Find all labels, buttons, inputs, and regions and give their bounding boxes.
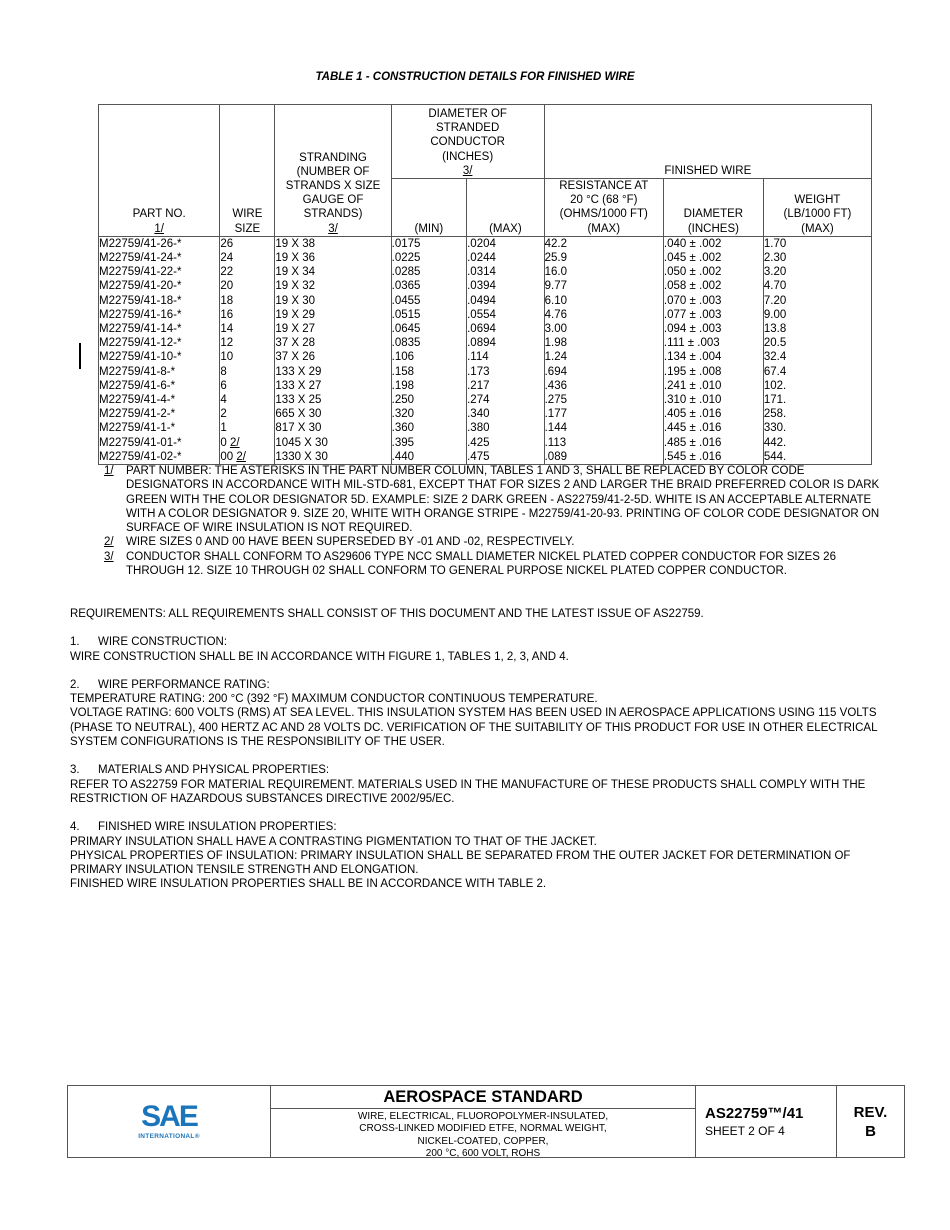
part-number-cell: M22759/41-22-*	[99, 265, 220, 279]
finished-diameter-cell: .045 ± .002	[663, 251, 763, 265]
part-number-cell: M22759/41-8-*	[99, 365, 220, 379]
resistance-cell: .177	[544, 407, 663, 421]
wire-size-cell: 0 2/	[220, 436, 275, 450]
finished-diameter-cell: .405 ± .016	[663, 407, 763, 421]
conductor-max-cell: .380	[467, 421, 545, 435]
conductor-max-cell: .0494	[467, 294, 545, 308]
part-number-cell: M22759/41-01-*	[99, 436, 220, 450]
conductor-min-cell: .0645	[391, 322, 466, 336]
conductor-max-cell: .173	[467, 365, 545, 379]
note-3: 3/ CONDUCTOR SHALL CONFORM TO AS29606 TYPE NCC SMALL DIAMETER NICKEL PLATED COPPER CONDUCTOR FOR SIZES 26 THROUGH 12. SIZE 10 THROUGH 02 SHALL CONFORM TO GENERAL PURPOSE NICKEL PLATED COPPER CONDUCTOR.	[104, 550, 836, 578]
weight-cell: 4.70	[763, 279, 871, 293]
stranding-cell: 665 X 30	[275, 407, 391, 421]
document-description: WIRE, ELECTRICAL, FLUOROPOLYMER-INSULATED, CROSS-LINKED MODIFIED ETFE, NORMAL WEIGHT, NICKEL-COATED, COPPER, 200 °C, 600 VOLT, ROHS	[357, 1111, 609, 1159]
section-3-heading: 3. MATERIALS AND PHYSICAL PROPERTIES:	[70, 764, 330, 777]
stranding-cell: 133 X 29	[275, 365, 391, 379]
wire-size-cell: 6	[220, 379, 275, 393]
header-wire-size: WIRE SIZE	[220, 105, 275, 237]
table-row	[99, 279, 872, 293]
stranding-cell: 19 X 27	[275, 322, 391, 336]
table-row	[99, 421, 872, 435]
note-1: 1/ PART NUMBER: THE ASTERISKS IN THE PART NUMBER COLUMN, TABLES 1 AND 3, SHALL BE REPLACED BY COLOR CODE DESIGNATORS IN ACCORDANCE WITH MIL-STD-681, EXCEPT THAT FOR SIZES 2 AND LARGER THE BRAID PREFERRED COLOR IS DARK GREEN WITH THE COLOR DESIGNATOR 5D. EXAMPLE: SIZE 2 DARK GREEN - AS22759/41-2-5D. WHITE IS AN ACCEPTABLE ALTERNATE WITH A COLOR DESIGNATOR 9. SIZE 20, WHITE WITH ORANGE STRIPE - M22759/41-20-93. PRINTING OF COLOR CODE DESIGNATOR ON SURFACE OF WIRE INSULATION IS NOT REQUIRED.	[104, 465, 880, 535]
conductor-max-cell: .475	[467, 450, 545, 465]
header-conductor-diameter: DIAMETER OF STRANDED CONDUCTOR (INCHES) 3/	[391, 105, 544, 179]
conductor-min-cell: .198	[391, 379, 466, 393]
weight-cell: 1.70	[763, 236, 871, 251]
conductor-min-cell: .0515	[391, 308, 466, 322]
stranding-cell: 19 X 30	[275, 294, 391, 308]
conductor-min-cell: .158	[391, 365, 466, 379]
conductor-max-cell: .0244	[467, 251, 545, 265]
footnote-ref: 2/	[229, 436, 240, 449]
stranding-cell: 1330 X 30	[275, 450, 391, 465]
part-number-cell: M22759/41-12-*	[99, 336, 220, 350]
table-row	[99, 322, 872, 336]
part-number-cell: M22759/41-4-*	[99, 393, 220, 407]
weight-cell: 544.	[763, 450, 871, 465]
table-row	[99, 294, 872, 308]
wire-size-cell: 4	[220, 393, 275, 407]
part-number-cell: M22759/41-24-*	[99, 251, 220, 265]
conductor-min-cell: .320	[391, 407, 466, 421]
conductor-max-cell: .340	[467, 407, 545, 421]
table-row	[99, 251, 872, 265]
stranding-cell: 133 X 27	[275, 379, 391, 393]
note-2: 2/ WIRE SIZES 0 AND 00 HAVE BEEN SUPERSEDED BY -01 AND -02, RESPECTIVELY.	[104, 536, 575, 549]
header-finished-wire: FINISHED WIRE	[544, 105, 871, 179]
table-row	[99, 436, 872, 450]
table-notes	[104, 464, 884, 578]
conductor-min-cell: .0285	[391, 265, 466, 279]
stranding-cell: 1045 X 30	[275, 436, 391, 450]
sae-logo: SAE INTERNATIONAL®	[68, 1086, 271, 1157]
table-row	[99, 350, 872, 364]
header-finished-diameter: DIAMETER (INCHES)	[663, 179, 763, 237]
weight-cell: 2.30	[763, 251, 871, 265]
wire-size-cell: 16	[220, 308, 275, 322]
weight-cell: 442.	[763, 436, 871, 450]
resistance-cell: 25.9	[544, 251, 663, 265]
weight-cell: 67.4	[763, 365, 871, 379]
conductor-max-cell: .425	[467, 436, 545, 450]
part-number-cell: M22759/41-1-*	[99, 421, 220, 435]
standard-type: AEROSPACE STANDARD	[271, 1086, 695, 1109]
section-2-temperature: TEMPERATURE RATING: 200 °C (392 °F) MAXIMUM CONDUCTOR CONTINUOUS TEMPERATURE.	[70, 693, 598, 706]
resistance-cell: 3.00	[544, 322, 663, 336]
conductor-min-cell: .360	[391, 421, 466, 435]
wire-size-cell: 12	[220, 336, 275, 350]
table-row	[99, 365, 872, 379]
revision-block: REV. B	[853, 1103, 888, 1140]
finished-diameter-cell: .058 ± .002	[663, 279, 763, 293]
conductor-max-cell: .217	[467, 379, 545, 393]
sheet-number: SHEET 2 OF 4	[705, 1124, 785, 1138]
resistance-cell: .089	[544, 450, 663, 465]
construction-table	[98, 104, 872, 465]
weight-cell: 13.8	[763, 322, 871, 336]
stranding-cell: 19 X 32	[275, 279, 391, 293]
finished-diameter-cell: .040 ± .002	[663, 236, 763, 251]
finished-diameter-cell: .111 ± .003	[663, 336, 763, 350]
resistance-cell: .113	[544, 436, 663, 450]
conductor-min-cell: .0835	[391, 336, 466, 350]
finished-diameter-cell: .241 ± .010	[663, 379, 763, 393]
wire-size-cell: 24	[220, 251, 275, 265]
wire-size-cell: 14	[220, 322, 275, 336]
stranding-cell: 37 X 26	[275, 350, 391, 364]
resistance-cell: .436	[544, 379, 663, 393]
wire-size-cell: 2	[220, 407, 275, 421]
finished-diameter-cell: .094 ± .003	[663, 322, 763, 336]
conductor-max-cell: .0894	[467, 336, 545, 350]
resistance-cell: 9.77	[544, 279, 663, 293]
header-stranding: STRANDING (NUMBER OF STRANDS X SIZE GAUGE OF STRANDS) 3/	[275, 105, 391, 237]
section-3-paragraph: REFER TO AS22759 FOR MATERIAL REQUIREMENT. MATERIALS USED IN THE MANUFACTURE OF THESE PRODUCTS SHALL COMPLY WITH THE RESTRICTION OF HAZARDOUS SUBSTANCES DIRECTIVE 2002/95/EC.	[70, 778, 866, 805]
title-block-description	[271, 1086, 696, 1157]
title-block	[67, 1085, 905, 1158]
conductor-min-cell: .250	[391, 393, 466, 407]
part-number-cell: M22759/41-18-*	[99, 294, 220, 308]
table-row	[99, 450, 872, 465]
stranding-cell: 817 X 30	[275, 421, 391, 435]
weight-cell: 3.20	[763, 265, 871, 279]
stranding-cell: 19 X 29	[275, 308, 391, 322]
conductor-max-cell: .0314	[467, 265, 545, 279]
resistance-cell: 1.98	[544, 336, 663, 350]
section-2-voltage: VOLTAGE RATING: 600 VOLTS (RMS) AT SEA LEVEL. THIS INSULATION SYSTEM HAS BEEN USED IN AEROSPACE APPLICATIONS USING 115 VOLTS (PHASE TO NEUTRAL), 400 HERTZ AC AND 28 VOLTS DC. VERIFICATION OF THE SUITABILITY OF THIS PRODUCT FOR USE IN OTHER ELECTRICAL SYSTEM CONFIGURATIONS IS THE RESPONSIBILITY OF THE USER.	[70, 707, 878, 749]
weight-cell: 7.20	[763, 294, 871, 308]
finished-diameter-cell: .070 ± .003	[663, 294, 763, 308]
wire-size-cell: 1	[220, 421, 275, 435]
section-2-heading: 2. WIRE PERFORMANCE RATING:	[70, 678, 270, 691]
weight-cell: 330.	[763, 421, 871, 435]
part-number-cell: M22759/41-02-*	[99, 450, 220, 465]
requirements-statement: REQUIREMENTS: ALL REQUIREMENTS SHALL CONSIST OF THIS DOCUMENT AND THE LATEST ISSUE OF AS22759.	[70, 608, 704, 620]
stranding-cell: 37 X 28	[275, 336, 391, 350]
conductor-max-cell: .0204	[467, 236, 545, 251]
header-resistance: RESISTANCE AT 20 °C (68 °F) (OHMS/1000 FT) (MAX)	[544, 179, 663, 237]
wire-size-cell: 18	[220, 294, 275, 308]
finished-diameter-cell: .050 ± .002	[663, 265, 763, 279]
section-1-heading: 1. WIRE CONSTRUCTION:	[70, 636, 228, 649]
conductor-max-cell: .0554	[467, 308, 545, 322]
weight-cell: 9.00	[763, 308, 871, 322]
table-row	[99, 265, 872, 279]
weight-cell: 171.	[763, 393, 871, 407]
part-number-cell: M22759/41-6-*	[99, 379, 220, 393]
part-number-cell: M22759/41-2-*	[99, 407, 220, 421]
weight-cell: 102.	[763, 379, 871, 393]
revision-letter: B	[865, 1122, 876, 1140]
conductor-max-cell: .114	[467, 350, 545, 364]
stranding-cell: 19 X 38	[275, 236, 391, 251]
table-row	[99, 393, 872, 407]
part-number-cell: M22759/41-14-*	[99, 322, 220, 336]
header-part-no: PART NO. 1/	[99, 105, 220, 237]
conductor-min-cell: .440	[391, 450, 466, 465]
footnote-ref: 2/	[236, 450, 246, 463]
requirements-body	[70, 607, 880, 892]
table-row	[99, 236, 872, 251]
conductor-min-cell: .0225	[391, 251, 466, 265]
section-4-physical: PHYSICAL PROPERTIES OF INSULATION: PRIMARY INSULATION SHALL BE SEPARATED FROM THE OUTER JACKET FOR DETERMINATION OF PRIMARY INSULATION TENSILE STRENGTH AND ELONGATION.	[70, 849, 851, 877]
part-number-cell: M22759/41-26-*	[99, 236, 220, 251]
weight-cell: 258.	[763, 407, 871, 421]
header-weight: WEIGHT (LB/1000 FT) (MAX)	[763, 179, 871, 237]
conductor-min-cell: .0455	[391, 294, 466, 308]
header-max: (MAX)	[467, 179, 545, 237]
table-title: TABLE 1 - CONSTRUCTION DETAILS FOR FINISHED WIRE	[315, 71, 635, 83]
header-min: (MIN)	[391, 179, 466, 237]
section-1-paragraph: WIRE CONSTRUCTION SHALL BE IN ACCORDANCE WITH FIGURE 1, TABLES 1, 2, 3, AND 4.	[70, 650, 569, 663]
table-row	[99, 407, 872, 421]
change-bar	[79, 343, 81, 369]
table-row	[99, 336, 872, 350]
finished-diameter-cell: .134 ± .004	[663, 350, 763, 364]
stranding-cell: 19 X 36	[275, 251, 391, 265]
finished-diameter-cell: .310 ± .010	[663, 393, 763, 407]
finished-diameter-cell: .077 ± .003	[663, 308, 763, 322]
document-number-block	[696, 1086, 837, 1157]
document-number: AS22759™/41	[705, 1105, 804, 1122]
conductor-min-cell: .395	[391, 436, 466, 450]
wire-size-cell: 00 2/	[220, 450, 275, 465]
part-number-cell: M22759/41-16-*	[99, 308, 220, 322]
resistance-cell: 1.24	[544, 350, 663, 364]
resistance-cell: 6.10	[544, 294, 663, 308]
finished-diameter-cell: .485 ± .016	[663, 436, 763, 450]
conductor-max-cell: .274	[467, 393, 545, 407]
wire-size-cell: 8	[220, 365, 275, 379]
conductor-min-cell: .106	[391, 350, 466, 364]
finished-diameter-cell: .545 ± .016	[663, 450, 763, 465]
section-4-table-ref: FINISHED WIRE INSULATION PROPERTIES SHALL BE IN ACCORDANCE WITH TABLE 2.	[70, 878, 547, 891]
finished-diameter-cell: .445 ± .016	[663, 421, 763, 435]
part-number-cell: M22759/41-20-*	[99, 279, 220, 293]
weight-cell: 32.4	[763, 350, 871, 364]
section-4-pigmentation: PRIMARY INSULATION SHALL HAVE A CONTRASTING PIGMENTATION TO THAT OF THE JACKET.	[70, 835, 597, 848]
part-number-cell: M22759/41-10-*	[99, 350, 220, 364]
stranding-cell: 133 X 25	[275, 393, 391, 407]
conductor-min-cell: .0175	[391, 236, 466, 251]
wire-size-cell: 22	[220, 265, 275, 279]
stranding-cell: 19 X 34	[275, 265, 391, 279]
wire-size-cell: 10	[220, 350, 275, 364]
resistance-cell: .144	[544, 421, 663, 435]
table-row	[99, 308, 872, 322]
conductor-max-cell: .0394	[467, 279, 545, 293]
resistance-cell: 42.2	[544, 236, 663, 251]
resistance-cell: .694	[544, 365, 663, 379]
resistance-cell: 16.0	[544, 265, 663, 279]
section-4-heading: 4. FINISHED WIRE INSULATION PROPERTIES:	[70, 821, 337, 834]
table-row	[99, 379, 872, 393]
conductor-max-cell: .0694	[467, 322, 545, 336]
wire-size-cell: 26	[220, 236, 275, 251]
weight-cell: 20.5	[763, 336, 871, 350]
resistance-cell: 4.76	[544, 308, 663, 322]
conductor-min-cell: .0365	[391, 279, 466, 293]
resistance-cell: .275	[544, 393, 663, 407]
wire-size-cell: 20	[220, 279, 275, 293]
table-body	[99, 236, 872, 464]
finished-diameter-cell: .195 ± .008	[663, 365, 763, 379]
